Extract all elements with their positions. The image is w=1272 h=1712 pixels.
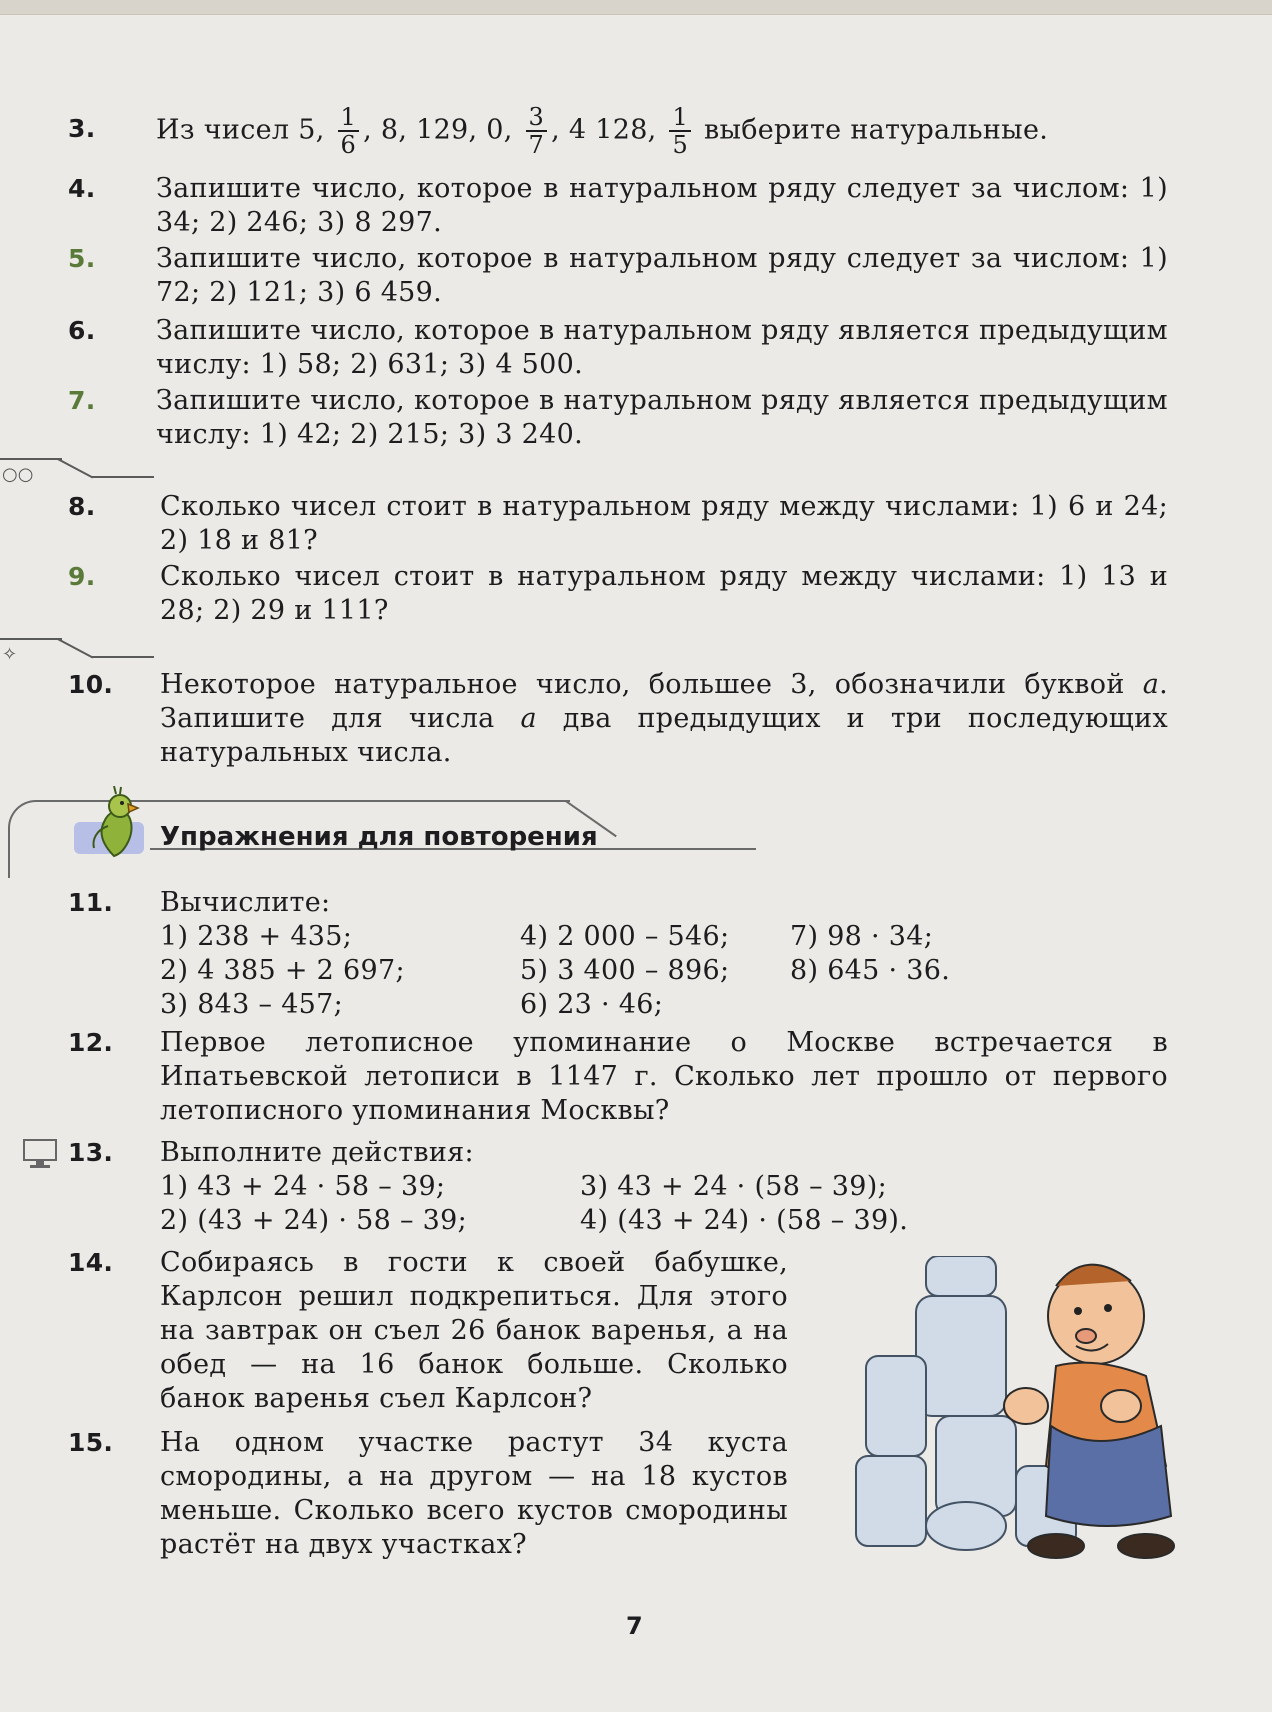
problem-14 <box>68 1246 788 1416</box>
fraction: $\frac{3}{7}$ <box>526 104 548 158</box>
problem-13 <box>68 1136 1168 1238</box>
fraction: $\frac{1}{5}$ <box>669 104 691 158</box>
page-number: 7 <box>626 1612 643 1640</box>
problem-9 <box>68 560 1168 628</box>
problem-text: Запишите число, которое в натуральном ряду является предыдущим числу: 1) 58; 2) 631; 3) 4 500. <box>156 315 1168 380</box>
problem-number: 8. <box>68 492 96 521</box>
exercise-item: 3) 843 – 457; <box>160 989 344 1020</box>
review-section-header <box>0 800 760 876</box>
double-circle-icon: ○○ <box>2 464 34 485</box>
problem-6 <box>68 314 1168 382</box>
problem-number: 13. <box>68 1138 114 1167</box>
exercise-item: 2) 4 385 + 2 697; <box>160 955 405 986</box>
problem-10 <box>68 668 1168 770</box>
problem-text: Запишите число, которое в натуральном ряду является предыдущим числу: 1) 42; 2) 215; 3) 3 240. <box>156 385 1168 450</box>
problem-text: Из чисел 5, <box>156 114 325 146</box>
problem-15 <box>68 1426 788 1562</box>
problem-text: Первое летописное упоминание о Москве встречается в Ипатьевской летописи в 1147 г. Сколько лет прошло от первого летописного упоминания Москвы? <box>160 1027 1168 1126</box>
exercise-item: 2) (43 + 24) · 58 – 39; <box>160 1205 467 1236</box>
fraction: $\frac{1}{6}$ <box>338 104 360 158</box>
problem-title: Выполните действия: <box>160 1137 474 1168</box>
problem-title: Вычислите: <box>160 887 331 918</box>
problem-text: Сколько чисел стоит в натуральном ряду между числами: 1) 6 и 24; 2) 18 и 81? <box>160 491 1168 556</box>
problem-text: Сколько чисел стоит в натуральном ряду между числами: 1) 13 и 28; 2) 29 и 111? <box>160 561 1168 626</box>
problem-text: Некоторое натуральное число, большее 3, обозначили буквой a. Запишите для числа a два предыдущих и три последующих натуральных числа. <box>160 669 1168 768</box>
exercise-item: 5) 3 400 – 896; <box>520 955 730 986</box>
problem-number: 15. <box>68 1428 114 1457</box>
exercise-item: 4) (43 + 24) · (58 – 39). <box>580 1205 909 1236</box>
problem-7 <box>68 384 1168 452</box>
karlson-illustration <box>846 1256 1196 1566</box>
problem-3: 3. Из чисел 5, $\frac{1}{6}$ , 8, 129, 0, $\frac{3}{7}$ , 4 128, $\frac{1}{5}$ выберите натуральные. <box>68 103 1049 159</box>
exercise-item: 4) 2 000 – 546; <box>520 921 730 952</box>
problem-number: 5. <box>68 244 96 273</box>
problem-text: Собираясь в гости к своей бабушке, Карлсон решил подкрепиться. Для этого на завтрак он съел 26 банок варенья, а на обед — на 16 банок больше. Сколько банок варенья съел Карлсон? <box>160 1247 788 1414</box>
problem-11 <box>68 886 1168 1022</box>
page-top-edge <box>0 0 1272 15</box>
monitor-icon <box>22 1138 58 1170</box>
problem-text: Запишите число, которое в натуральном ряду следует за числом: 1) 72; 2) 121; 3) 6 459. <box>156 243 1168 308</box>
exercise-grid <box>160 1170 1168 1238</box>
exercise-item <box>790 988 1050 1022</box>
problem-text: Запишите число, которое в натуральном ряду следует за числом: 1) 34; 2) 246; 3) 8 297. <box>156 173 1168 238</box>
sparkle-icon: ✧ <box>2 644 18 665</box>
problem-12 <box>68 1026 1168 1128</box>
problem-text: На одном участке растут 34 куста смородины, а на другом — на 18 кустов меньше. Сколько всего кустов смородины растёт на двух участках? <box>160 1427 788 1560</box>
problem-4 <box>68 172 1168 240</box>
problem-number: 7. <box>68 386 96 415</box>
exercise-grid <box>160 920 1168 1022</box>
problem-5 <box>68 242 1168 310</box>
exercise-item: 8) 645 · 36. <box>790 955 951 986</box>
problem-number: 10. <box>68 670 114 699</box>
exercise-item: 1) 43 + 24 · 58 – 39; <box>160 1171 446 1202</box>
problem-number: 14. <box>68 1248 114 1277</box>
review-title: Упражнения для повторения <box>160 822 598 852</box>
problem-number: 12. <box>68 1028 114 1057</box>
problem-8 <box>68 490 1168 558</box>
problem-number: 9. <box>68 562 96 591</box>
problem-number: 6. <box>68 316 96 345</box>
problem-number: 11. <box>68 888 114 917</box>
problem-number: 3. <box>68 114 96 143</box>
problem-number: 4. <box>68 174 96 203</box>
exercise-item: 3) 43 + 24 · (58 – 39); <box>580 1171 887 1202</box>
exercise-item: 6) 23 · 46; <box>520 989 664 1020</box>
exercise-item: 1) 238 + 435; <box>160 921 353 952</box>
parrot-icon <box>84 786 146 858</box>
exercise-item: 7) 98 · 34; <box>790 921 934 952</box>
